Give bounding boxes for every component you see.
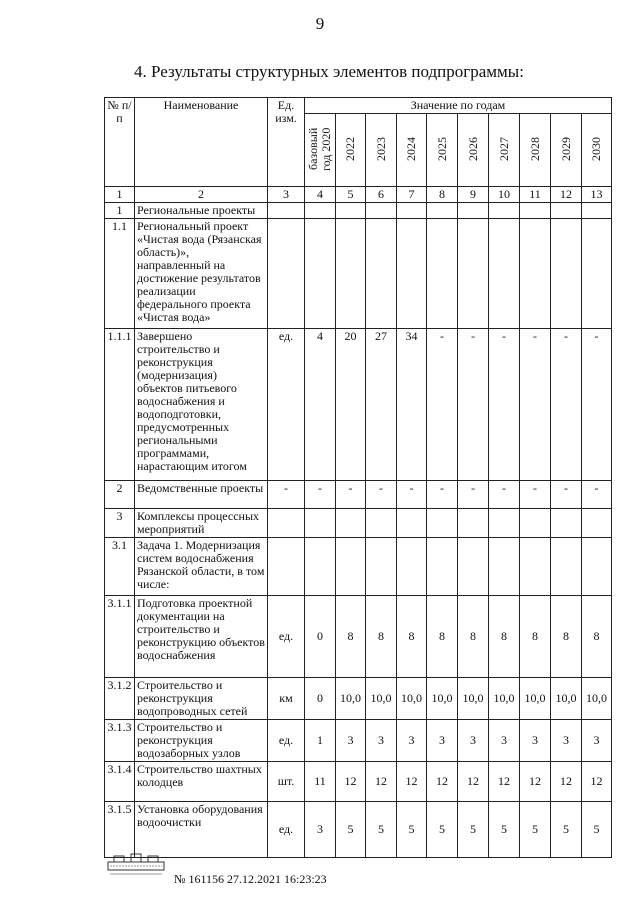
column-number: 10 (489, 187, 520, 203)
column-number: 4 (305, 187, 336, 203)
row-value (397, 538, 427, 596)
column-number: 8 (427, 187, 458, 203)
row-value: 34 (397, 329, 427, 481)
row-number: 3.1.2 (105, 678, 135, 720)
row-value: 10,0 (551, 678, 582, 720)
row-value (489, 509, 520, 538)
row-value: - (520, 481, 551, 509)
table-row (105, 538, 612, 596)
row-value (366, 219, 397, 329)
row-name: Региональные проекты (135, 203, 268, 219)
row-name: Подготовка проектной документации на строительство и реконструкцию объектов водоснабжения (135, 596, 268, 678)
table-row (105, 219, 612, 329)
row-value: 3 (397, 720, 427, 762)
row-value: 12 (551, 762, 582, 802)
row-value: - (582, 329, 612, 481)
row-unit: ед. (268, 802, 305, 858)
row-unit: ед. (268, 720, 305, 762)
header-year: 2029 (551, 114, 582, 187)
row-value (520, 509, 551, 538)
row-value (458, 219, 489, 329)
row-unit: шт. (268, 762, 305, 802)
header-name: Наименование (135, 98, 268, 187)
row-value: 3 (582, 720, 612, 762)
row-value: 12 (397, 762, 427, 802)
row-value: 5 (397, 802, 427, 858)
table-row (105, 802, 612, 858)
row-value: - (458, 481, 489, 509)
row-number: 1.1 (105, 219, 135, 329)
row-value (489, 219, 520, 329)
row-value: - (397, 481, 427, 509)
row-number: 3.1.3 (105, 720, 135, 762)
row-number: 3 (105, 509, 135, 538)
row-value (305, 203, 336, 219)
row-value: 10,0 (336, 678, 366, 720)
row-name: Строительство шахтных колодцев (135, 762, 268, 802)
row-value (520, 203, 551, 219)
row-value (305, 509, 336, 538)
row-value (427, 219, 458, 329)
table-body (105, 203, 612, 858)
row-value: - (427, 329, 458, 481)
registration-stamp-icon (106, 852, 166, 878)
row-value: 27 (366, 329, 397, 481)
header-year: 2030 (582, 114, 612, 187)
header-unit: Ед. изм. (268, 98, 305, 187)
row-value (366, 509, 397, 538)
row-unit: ед. (268, 596, 305, 678)
row-value: 5 (336, 802, 366, 858)
row-value: 3 (458, 720, 489, 762)
row-value: 0 (305, 678, 336, 720)
row-value: 8 (582, 596, 612, 678)
table-row (105, 329, 612, 481)
row-value: - (489, 329, 520, 481)
table-row (105, 509, 612, 538)
column-number: 12 (551, 187, 582, 203)
row-value (551, 219, 582, 329)
row-value (305, 219, 336, 329)
row-value: 8 (489, 596, 520, 678)
row-value: 8 (458, 596, 489, 678)
header-num: № п/п (105, 98, 135, 187)
column-number: 2 (135, 187, 268, 203)
row-value: - (305, 481, 336, 509)
row-value: 8 (366, 596, 397, 678)
row-value (582, 219, 612, 329)
row-value: - (489, 481, 520, 509)
table-row (105, 720, 612, 762)
row-number: 3.1.5 (105, 802, 135, 858)
row-value: 11 (305, 762, 336, 802)
header-year: 2027 (489, 114, 520, 187)
row-value: - (551, 481, 582, 509)
row-value (458, 509, 489, 538)
footer (106, 852, 406, 892)
row-value: 5 (489, 802, 520, 858)
row-number: 3.1 (105, 538, 135, 596)
doc-ref-prefix: № (174, 872, 186, 886)
row-value (582, 538, 612, 596)
column-number: 11 (520, 187, 551, 203)
row-value: 3 (427, 720, 458, 762)
row-number: 1.1.1 (105, 329, 135, 481)
results-table (104, 97, 612, 858)
row-value: 5 (582, 802, 612, 858)
row-value: 3 (520, 720, 551, 762)
row-value: 3 (366, 720, 397, 762)
row-value (520, 538, 551, 596)
row-name: Комплексы процессных мероприятий (135, 509, 268, 538)
row-value (397, 203, 427, 219)
row-value (551, 538, 582, 596)
table-row (105, 596, 612, 678)
row-value: 12 (458, 762, 489, 802)
row-unit: ед. (268, 329, 305, 481)
header-year: 2025 (427, 114, 458, 187)
document-reference (174, 872, 327, 887)
row-value (427, 509, 458, 538)
row-value (582, 509, 612, 538)
row-value: 10,0 (397, 678, 427, 720)
table-row (105, 762, 612, 802)
row-value: 12 (336, 762, 366, 802)
row-value: 5 (520, 802, 551, 858)
row-name: Завершено строительство и реконструкция (модернизация) объектов питьевого водоснабжения и водоподготовки, предусмотренных региональными программами, нарастающим итогом (135, 329, 268, 481)
row-name: Региональный проект «Чистая вода (Рязанская область)», направленный на достижение результатов реализации федерального проекта «Чистая вода» (135, 219, 268, 329)
row-value: 20 (336, 329, 366, 481)
row-value: 1 (305, 720, 336, 762)
row-value (489, 203, 520, 219)
row-value (582, 203, 612, 219)
row-value: 10,0 (427, 678, 458, 720)
header-values-group: Значение по годам (305, 98, 612, 114)
row-value: - (458, 329, 489, 481)
header-year: базовый год 2020 (305, 114, 336, 187)
row-value: 8 (397, 596, 427, 678)
row-name: Строительство и реконструкция водозаборных узлов (135, 720, 268, 762)
row-value (551, 509, 582, 538)
row-value: 8 (336, 596, 366, 678)
row-value: 10,0 (520, 678, 551, 720)
page-number: 9 (315, 14, 325, 33)
row-unit (268, 203, 305, 219)
row-value: 12 (427, 762, 458, 802)
row-value (366, 538, 397, 596)
row-value: 12 (489, 762, 520, 802)
row-value (427, 538, 458, 596)
row-value (489, 538, 520, 596)
row-value (305, 538, 336, 596)
row-number: 3.1.1 (105, 596, 135, 678)
column-number: 5 (336, 187, 366, 203)
row-number: 1 (105, 203, 135, 219)
row-value: 8 (520, 596, 551, 678)
row-value: 8 (551, 596, 582, 678)
header-year: 2028 (520, 114, 551, 187)
row-value: 3 (489, 720, 520, 762)
row-value (520, 219, 551, 329)
row-name: Задача 1. Модернизация систем водоснабжения Рязанской области, в том числе: (135, 538, 268, 596)
column-number: 6 (366, 187, 397, 203)
column-number: 9 (458, 187, 489, 203)
row-number: 2 (105, 481, 135, 509)
row-value: 12 (520, 762, 551, 802)
row-value: - (520, 329, 551, 481)
row-value (458, 538, 489, 596)
row-value: - (366, 481, 397, 509)
row-value: 10,0 (582, 678, 612, 720)
row-value: - (582, 481, 612, 509)
row-value: 5 (551, 802, 582, 858)
row-value: 3 (551, 720, 582, 762)
row-value: 5 (427, 802, 458, 858)
row-value (427, 203, 458, 219)
doc-ref-text: 161156 27.12.2021 16:23:23 (188, 872, 327, 886)
column-number: 1 (105, 187, 135, 203)
row-value: 5 (366, 802, 397, 858)
row-value: - (336, 481, 366, 509)
row-value: 12 (582, 762, 612, 802)
row-value (458, 203, 489, 219)
row-name: Строительство и реконструкция водопроводных сетей (135, 678, 268, 720)
row-unit: - (268, 481, 305, 509)
row-value: 4 (305, 329, 336, 481)
section-heading: 4. Результаты структурных элементов подпрограммы: (134, 62, 524, 81)
row-value: 3 (305, 802, 336, 858)
row-unit (268, 538, 305, 596)
row-unit: км (268, 678, 305, 720)
row-name: Установка оборудования водоочистки (135, 802, 268, 858)
row-value: 10,0 (366, 678, 397, 720)
row-value: 0 (305, 596, 336, 678)
header-year: 2024 (397, 114, 427, 187)
row-value (336, 509, 366, 538)
header-year: 2022 (336, 114, 366, 187)
column-number: 7 (397, 187, 427, 203)
row-value: 3 (336, 720, 366, 762)
row-value (397, 509, 427, 538)
row-value: 10,0 (489, 678, 520, 720)
row-value: 12 (366, 762, 397, 802)
row-value (366, 203, 397, 219)
column-number: 3 (268, 187, 305, 203)
table-row (105, 481, 612, 509)
column-number: 13 (582, 187, 612, 203)
column-number-row (105, 187, 612, 203)
row-value (397, 219, 427, 329)
row-value (551, 203, 582, 219)
row-value: 8 (427, 596, 458, 678)
row-value (336, 203, 366, 219)
header-year: 2026 (458, 114, 489, 187)
row-value: - (427, 481, 458, 509)
row-unit (268, 219, 305, 329)
row-unit (268, 509, 305, 538)
header-year: 2023 (366, 114, 397, 187)
row-value: - (551, 329, 582, 481)
table-row (105, 678, 612, 720)
row-value (336, 538, 366, 596)
row-value (336, 219, 366, 329)
row-number: 3.1.4 (105, 762, 135, 802)
table-row (105, 203, 612, 219)
row-name: Ведомственные проекты (135, 481, 268, 509)
row-value: 10,0 (458, 678, 489, 720)
row-value: 5 (458, 802, 489, 858)
